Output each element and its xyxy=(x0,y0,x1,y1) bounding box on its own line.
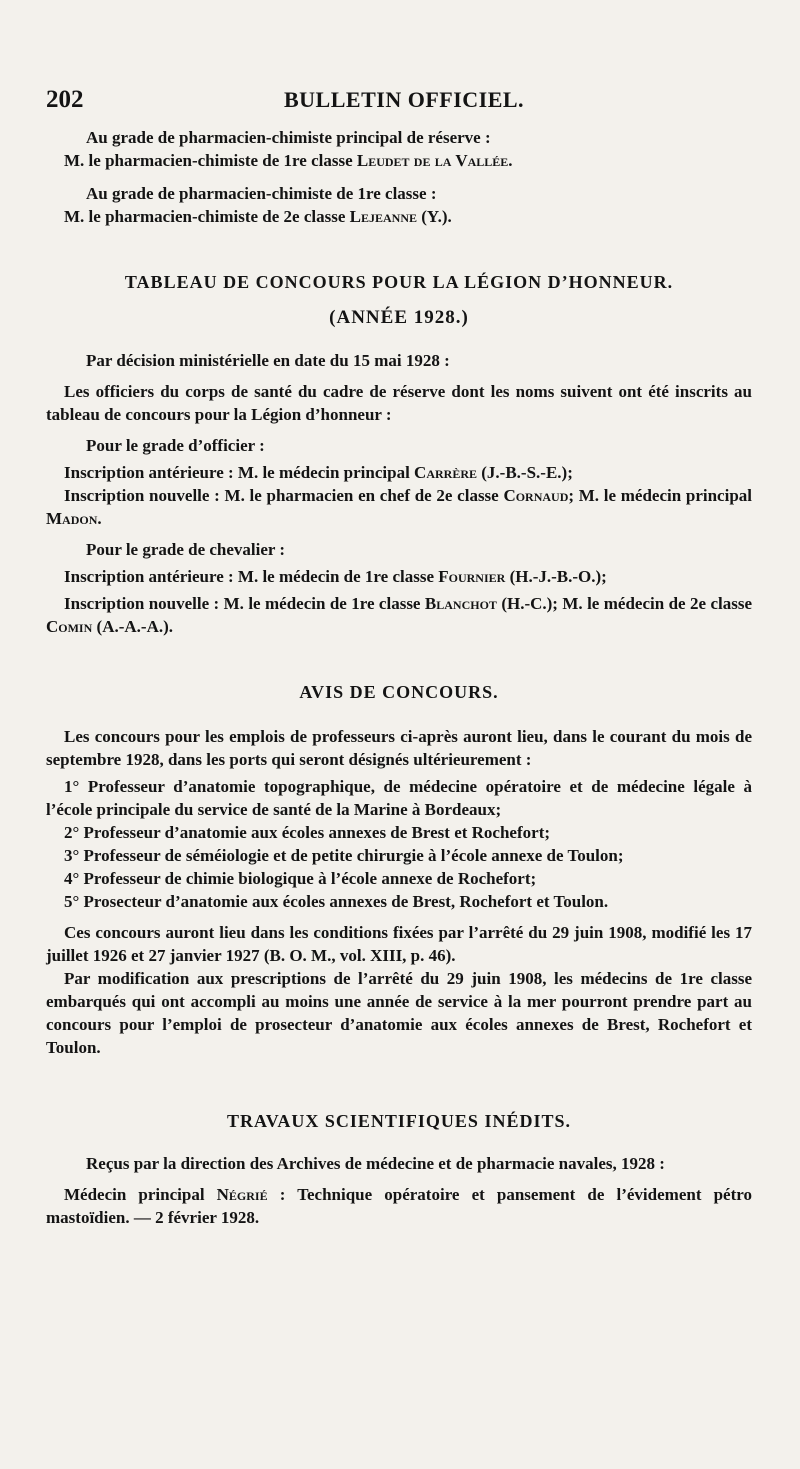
list-item: 4° Professeur de chimie biologique à l’école annexe de Rochefort; xyxy=(64,869,537,888)
list-item: 3° Professeur de séméiologie et de petite chirurgie à l’école annexe de Toulon; xyxy=(64,846,624,865)
person-name: Cornaud xyxy=(503,486,569,505)
paragraph: Par modification aux prescriptions de l’arrêté du 29 juin 1908, les médecins de 1re classe embarqués qui ont accompli au moins une année de service à la mer pourront prendre part au concours pour l’emploi de prosecteur d’anatomie aux écoles annexes de Brest, Rochefort et Toulon. xyxy=(46,969,752,1057)
paragraph: Les officiers du corps de santé du cadre de réserve dont les noms suivent ont été inscrits au tableau de concours pour la Légion d’honneur : xyxy=(46,382,752,424)
paragraph: Inscription antérieure : M. le médecin de 1re classe Fournier (H.-J.-B.-O.); xyxy=(64,567,607,586)
person-name: Lejeanne xyxy=(349,207,417,226)
page-number: 202 xyxy=(46,86,84,113)
section-title: AVIS DE CONCOURS. xyxy=(299,682,499,702)
list-item: 1° Professeur d’anatomie topographique, de médecine opératoire et de médecine légale à l’école principale du service de santé de la Marine à Bordeaux; xyxy=(46,777,752,819)
person-name: Leudet de la Vallée. xyxy=(356,151,513,170)
person-name: Comin xyxy=(46,617,93,636)
paragraph: Inscription nouvelle : M. le médecin de 1re classe Blanchot (H.-C.); M. le médecin de 2e classe Comin (A.-A.-A.). xyxy=(46,594,752,636)
section-title: TABLEAU DE CONCOURS POUR LA LÉGION D’HONNEUR. xyxy=(124,272,674,292)
paragraph: Les concours pour les emplois de professeurs ci-après auront lieu, dans le courant du mois de septembre 1928, dans les ports qui seront désignés ultérieurement : xyxy=(46,727,752,769)
promotion-line: Au grade de pharmacien-chimiste de 1re classe : xyxy=(86,184,437,203)
person-name: Madon xyxy=(46,509,98,528)
page-header xyxy=(46,86,752,114)
paragraph: Inscription nouvelle : M. le pharmacien en chef de 2e classe Cornaud; M. le médecin principal Madon. xyxy=(46,486,752,528)
travaux-section xyxy=(46,1111,752,1229)
person-name: Fournier xyxy=(438,567,506,586)
paragraph: Inscription antérieure : M. le médecin principal Carrère (J.-B.-S.-E.); xyxy=(64,463,573,482)
section-subtitle: (ANNÉE 1928.) xyxy=(329,307,469,328)
paragraph: Ces concours auront lieu dans les conditions fixées par l’arrêté du 29 juin 1908, modifié les 17 juillet 1926 et 27 janvier 1927 (B. O. M., vol. XIII, p. 46). xyxy=(46,923,752,965)
promotion-line: M. le pharmacien-chimiste de 1re classe Leudet de la Vallée. xyxy=(64,151,513,170)
list-item: 2° Professeur d’anatomie aux écoles annexes de Brest et Rochefort; xyxy=(64,823,551,842)
running-title: BULLETIN OFFICIEL. xyxy=(284,87,525,112)
list-item: 5° Prosecteur d’anatomie aux écoles annexes de Brest, Rochefort et Toulon. xyxy=(64,892,609,911)
subheading: Pour le grade d’officier : xyxy=(86,436,265,455)
paragraph: Par décision ministérielle en date du 15 mai 1928 : xyxy=(86,351,450,370)
avis-section xyxy=(46,682,752,1059)
subheading: Pour le grade de chevalier : xyxy=(86,540,286,559)
promotions-section xyxy=(46,126,752,228)
paragraph: Reçus par la direction des Archives de médecine et de pharmacie navales, 1928 : xyxy=(86,1154,665,1173)
person-name: Négrié xyxy=(216,1185,268,1204)
person-name: Carrère xyxy=(414,463,477,482)
section-title: TRAVAUX SCIENTIFIQUES INÉDITS. xyxy=(227,1111,571,1131)
promotion-line: M. le pharmacien-chimiste de 2e classe Lejeanne (Y.). xyxy=(64,207,452,226)
tableau-section xyxy=(46,272,752,638)
promotion-line: Au grade de pharmacien-chimiste principal de réserve : xyxy=(86,128,491,147)
paragraph: Médecin principal Négrié : Technique opératoire et pansement de l’évidement pétro mastoïdien. — 2 février 1928. xyxy=(46,1185,752,1227)
person-name: Blanchot xyxy=(424,594,497,613)
